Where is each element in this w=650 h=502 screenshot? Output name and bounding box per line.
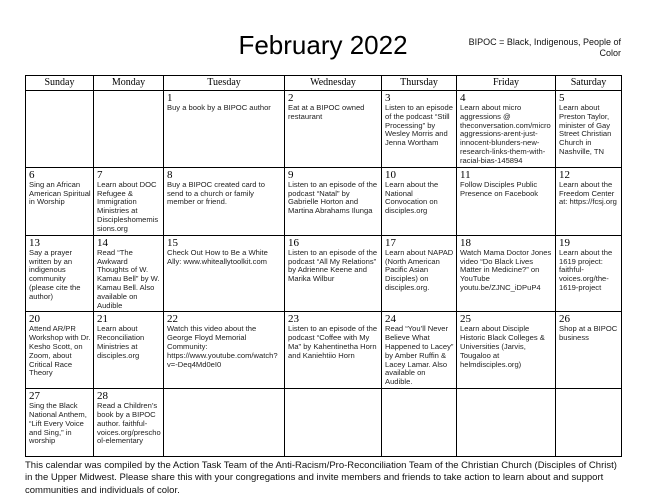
calendar-cell-day-4: [457, 91, 556, 168]
day-activity: Check Out How to Be a White Ally: www.whiteallytoolkit.com: [167, 247, 268, 266]
weekday-sunday: Sunday: [26, 76, 94, 91]
day-number: 6: [29, 168, 35, 181]
weekday-friday: Friday: [457, 76, 556, 91]
calendar-cell-day-23: [285, 312, 382, 389]
week-row-2: [26, 167, 622, 235]
page-title: February 2022: [238, 30, 408, 60]
day-number: 21: [97, 313, 108, 326]
calendar-table: [25, 75, 622, 457]
day-number: 14: [97, 236, 108, 249]
day-number: 3: [385, 92, 391, 104]
calendar-header: [25, 0, 621, 75]
day-number: 20: [29, 313, 40, 326]
calendar-cell-day-11: [457, 167, 556, 235]
week-row-3: [26, 235, 622, 312]
calendar-page: [25, 0, 621, 497]
day-activity: Learn about Reconciliation Ministries at disciples.org: [97, 324, 145, 360]
calendar-cell-day-24: [382, 312, 457, 389]
bipoc-legend: BIPOC = Black, Indigenous, People of Color: [468, 37, 621, 58]
day-activity: Read a Children’s book by a BIPOC author. faithful-voices.org/preschool-elementary: [97, 401, 161, 446]
day-activity: Follow Disciples Public Presence on Facebook: [460, 179, 539, 198]
calendar-cell-day-14: [94, 235, 164, 312]
day-activity: Attend AR/PR Workshop with Dr. Kesho Scott, on Zoom, about Critical Race Theory: [29, 324, 91, 378]
week-row-4: [26, 312, 622, 389]
day-activity: Learn about the 1619 project: faithful-voices.org/the-1619-project: [559, 247, 613, 292]
day-number: 4: [460, 92, 466, 104]
day-number: 12: [559, 168, 570, 181]
calendar-cell-day-3: [382, 91, 457, 168]
calendar-cell: [26, 91, 94, 168]
calendar-cell-day-2: [285, 91, 382, 168]
day-activity: Shop at a BIPOC business: [559, 324, 618, 343]
day-activity: Read “You’ll Never Believe What Happened to Lacey” by Amber Ruffin & Lacey Lamar. Also available on Audible.: [385, 324, 454, 387]
day-number: 5: [559, 92, 565, 104]
calendar-cell-day-13: [26, 235, 94, 312]
day-activity: Watch this video about the George Floyd Memorial Community: https://www.youtube.com/watch?v=-Deq4Md0eI0: [167, 324, 278, 369]
calendar-cell-day-17: [382, 235, 457, 312]
weekday-monday: Monday: [94, 76, 164, 91]
day-number: 26: [559, 313, 570, 326]
day-activity: Learn about Disciple Historic Black Colleges & Universities (Jarvis, Tougaloo at helmdisciples.org): [460, 324, 545, 369]
calendar-cell-day-20: [26, 312, 94, 389]
day-number: 18: [460, 236, 471, 249]
calendar-cell-day-16: [285, 235, 382, 312]
weekday-header-row: [26, 76, 622, 91]
day-activity: Learn about Preston Taylor, minister of Gay Street Christian Church in Nashville, TN: [559, 103, 612, 157]
calendar-cell: [382, 389, 457, 457]
day-number: 15: [167, 236, 178, 249]
day-number: 25: [460, 313, 471, 326]
calendar-cell-day-27: [26, 389, 94, 457]
day-number: 13: [29, 236, 40, 249]
day-activity: Say a prayer written by an indigenous community (please cite the author): [29, 247, 81, 301]
day-number: 2: [288, 92, 294, 104]
weekday-tuesday: Tuesday: [164, 76, 285, 91]
calendar-cell-day-5: [556, 91, 622, 168]
calendar-cell-day-10: [382, 167, 457, 235]
day-number: 23: [288, 313, 299, 326]
day-activity: Read “The Awkward Thoughts of W. Kamau Bell” by W. Kamau Bell. Also available on Audible: [97, 247, 160, 310]
day-activity: Learn about the Freedom Center at: https://fcsj.org: [559, 179, 617, 207]
calendar-cell-day-18: [457, 235, 556, 312]
day-activity: Learn about DOC Refugee & Immigration Ministries at Discipleshomemissions.org: [97, 179, 159, 233]
weekday-wednesday: Wednesday: [285, 76, 382, 91]
day-number: 27: [29, 390, 40, 403]
day-number: 11: [460, 168, 471, 181]
day-activity: Learn about micro aggressions @ theconversation.com/microaggressions-arent-just-innocent-blunders-new-research-links-them-with-racial-bias-145894: [460, 103, 551, 165]
footer-note: This calendar was compiled by the Action Task Team of the Anti-Racism/Pro-Reconciliation Team of the Christian Church (Disciples of Christ) in the Upper Midwest. Please share this with your congregations and invite members and friends to take action to learn about and support communities and individuals of color.: [25, 460, 617, 496]
day-number: 9: [288, 168, 294, 181]
day-number: 22: [167, 313, 178, 326]
day-activity: Listen to an episode of the podcast “Coffee with My Ma” by Kahentinetha Horn and Kaniehtiio Horn: [288, 324, 378, 360]
day-number: 1: [167, 92, 173, 104]
calendar-cell: [457, 389, 556, 457]
calendar-cell: [556, 389, 622, 457]
calendar-cell-day-19: [556, 235, 622, 312]
day-number: 17: [385, 236, 396, 249]
calendar-cell: [164, 389, 285, 457]
day-number: 10: [385, 168, 396, 181]
calendar-cell-day-9: [285, 167, 382, 235]
day-activity: Listen to an episode of the podcast “Natal” by Gabrielle Horton and Martina Abrahams Ilunga: [288, 179, 378, 216]
calendar-cell-day-8: [164, 167, 285, 235]
day-activity: Sing the Black National Anthem, “Lift Every Voice and Sing,” in worship: [29, 401, 87, 446]
calendar-cell: [285, 389, 382, 457]
weekday-thursday: Thursday: [382, 76, 457, 91]
day-number: 28: [97, 390, 108, 403]
day-activity: Listen to an episode of the podcast “All My Relations” by Adrienne Keene and Marika Wilbur: [288, 247, 378, 284]
weekday-saturday: Saturday: [556, 76, 622, 91]
week-row-1: [26, 91, 622, 168]
day-activity: Learn about the National Convocation on disciples.org: [385, 179, 439, 216]
day-number: 8: [167, 168, 173, 181]
calendar-cell-day-12: [556, 167, 622, 235]
calendar-cell-day-15: [164, 235, 285, 312]
day-number: 7: [97, 168, 103, 181]
day-number: 19: [559, 236, 570, 249]
day-activity: Sing an African American Spiritual in Worship: [29, 179, 91, 207]
day-activity: Listen to an episode of the podcast “Still Processing” by Wesley Morris and Jenna Wortham: [385, 103, 453, 148]
calendar-cell-day-25: [457, 312, 556, 389]
calendar-cell-day-22: [164, 312, 285, 389]
calendar-cell-day-6: [26, 167, 94, 235]
calendar-cell-day-1: [164, 91, 285, 168]
day-activity: Buy a BIPOC created card to send to a church or family member or friend.: [167, 179, 265, 207]
day-activity: Buy a book by a BIPOC author: [167, 103, 271, 113]
day-activity: Learn about NAPAD (North American Pacific Asian Disciples) on disciples.org.: [385, 247, 454, 292]
calendar-cell-day-26: [556, 312, 622, 389]
calendar-cell-day-21: [94, 312, 164, 389]
week-row-5: [26, 389, 622, 457]
day-number: 16: [288, 236, 299, 249]
day-activity: Eat at a BIPOC owned restaurant: [288, 103, 365, 121]
day-number: 24: [385, 313, 396, 326]
calendar-cell-day-7: [94, 167, 164, 235]
calendar-cell: [94, 91, 164, 168]
day-activity: Watch Mama Doctor Jones video “Do Black Lives Matter in Medicine?” on YouTube youtu.be/ZJNC_iDPuP4: [460, 247, 552, 292]
calendar-cell-day-28: [94, 389, 164, 457]
